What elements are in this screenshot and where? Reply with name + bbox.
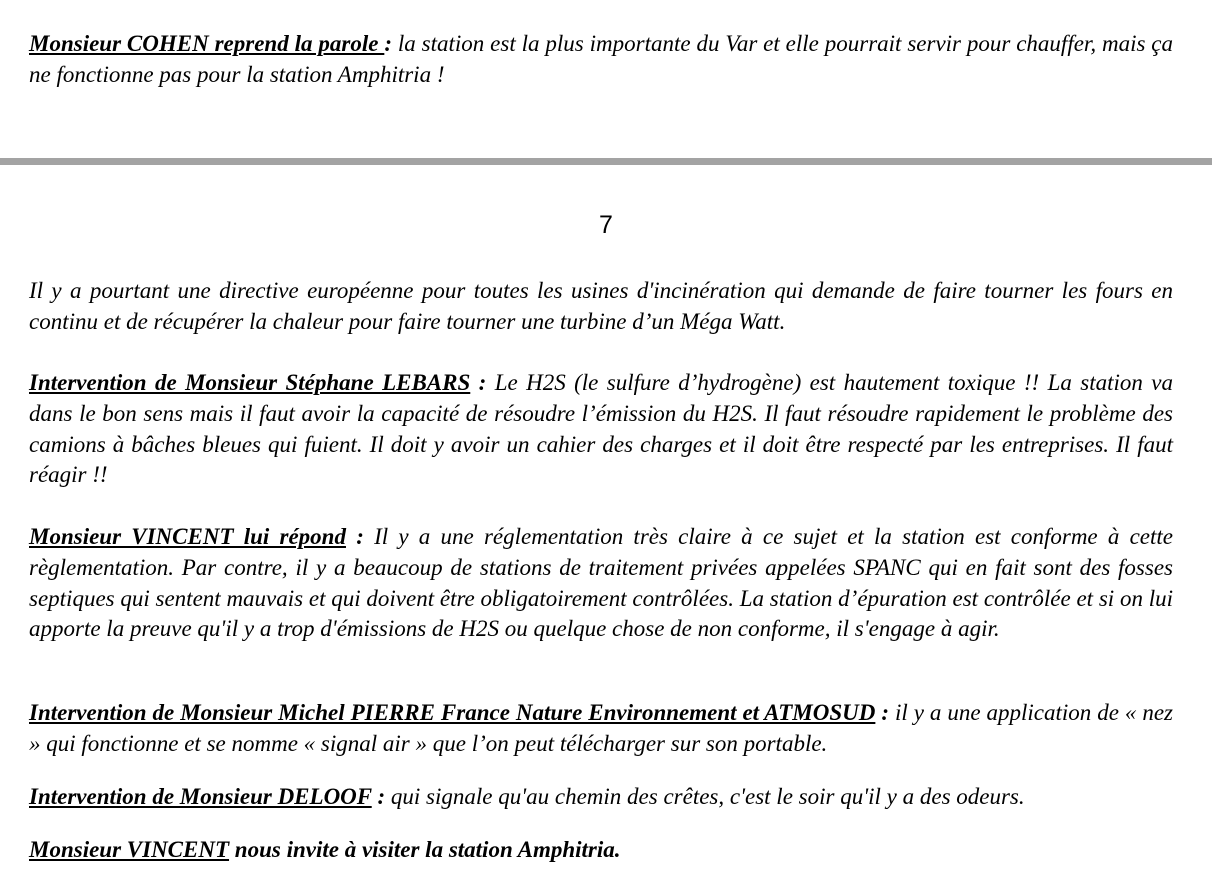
paragraph-lebars [29,368,1173,491]
speaker-name: Intervention de Monsieur Michel PIERRE France Nature Environnement et ATMOSUD [29,700,876,725]
paragraph-text: il y a une application de « nez » qui fonctionne et se nomme « signal air » que l’on peut télécharger sur son portable. [29,700,1173,756]
speaker-name: Monsieur COHEN reprend la parole [29,31,385,56]
paragraph-pierre [29,698,1173,760]
speaker-name: Monsieur VINCENT [29,837,230,862]
speaker-name: Intervention de Monsieur Stéphane LEBARS [29,370,471,395]
speaker-colon: : [384,31,392,56]
speaker-colon: : [345,524,364,549]
paragraph-text: Le H2S (le sulfure d’hydrogène) est hautement toxique !! La station va dans le bon sens mais il faut avoir la capacité de résoudre l’émission du H2S. Il faut résoudre rapidement le problème des camions à bâches bleues qui fuient. Il doit y avoir un cahier des charges et il doit être respecté par les entreprises. Il faut réagir !! [29,370,1173,488]
page-number: 7 [599,211,613,239]
speaker-name: Monsieur VINCENT lui répond [29,524,346,549]
paragraph-vincent-reply [29,522,1173,645]
speaker-colon: : [470,370,487,395]
paragraph-text: Il y a pourtant une directive européenne pour toutes les usines d'incinération qui demande de faire tourner les fours en continu et de récupérer la chaleur pour faire tourner une turbine d’un Méga Watt. [29,278,1173,334]
previous-page-segment [0,0,1212,158]
page-break-divider [0,158,1212,165]
paragraph-cohen [29,29,1173,91]
speaker-colon: : [875,700,889,725]
paragraph-directive [29,276,1173,338]
paragraph-vincent-invite [29,835,1173,866]
speaker-colon: : [371,784,386,809]
paragraph-text: la station est la plus importante du Var et elle pourrait servir pour chauffer, mais ça ne fonctionne pas pour la station Amphitria ! [29,31,1174,87]
paragraph-text: nous invite à visiter la station Amphitria. [229,837,621,862]
paragraph-text: Il y a une réglementation très claire à ce sujet et la station est conforme à cette règlementation. Par contre, il y a beaucoup de stations de traitement privées appelées SPANC qui en fait sont des fosses septiques qui sentent mauvais et qui doivent être obligatoirement contrôlées. La station d’épuration est contrôlée et si on lui apporte la preuve qu'il y a trop d'émissions de H2S ou quelque chose de non conforme, il s'engage à agir. [29,524,1173,642]
paragraph-text: qui signale qu'au chemin des crêtes, c'est le soir qu'il y a des odeurs. [385,784,1025,809]
speaker-name: Intervention de Monsieur DELOOF [29,784,372,809]
paragraph-deloof [29,782,1173,813]
